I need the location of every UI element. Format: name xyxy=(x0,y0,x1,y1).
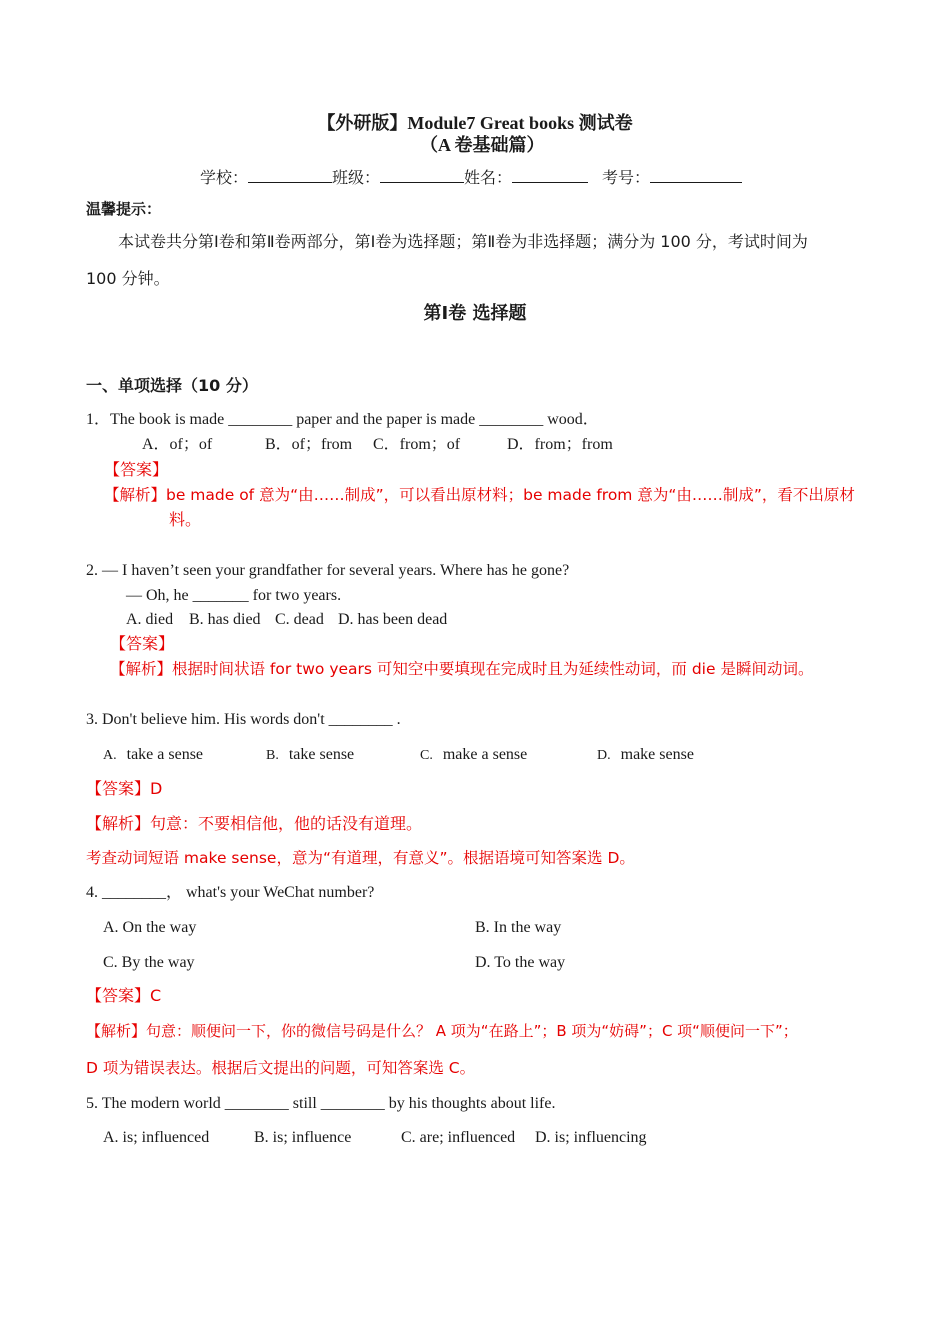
q4-analysis-2: D 项为错误表达。根据后文提出的问题，可知答案选 C。 xyxy=(86,1059,476,1077)
name-blank xyxy=(512,166,588,183)
page-title: 【外研版】Module7 Great books 测试卷 xyxy=(317,113,633,133)
exam-number-label: 考号： xyxy=(602,168,651,187)
q4-option-c: C. By the way xyxy=(103,954,195,971)
q2-answer: 【答案】 xyxy=(110,634,175,653)
q1-answer: 【答案】 xyxy=(104,460,169,479)
q1-option-a: A．of；of xyxy=(142,436,213,453)
q2-analysis: 【解析】根据时间状语 for two years 可知空中要填现在完成时且为延续性动词，而 die 是瞬间动词。 xyxy=(110,660,814,678)
q4-stem: 4. ________， what's your WeChat number? xyxy=(86,884,375,901)
q2-option-b: B. has died xyxy=(189,611,261,628)
exam-number-blank xyxy=(650,166,742,183)
q1-analysis-2: 料。 xyxy=(169,510,202,529)
school-label: 学校： xyxy=(200,168,249,187)
section-title: 第Ⅰ卷 选择题 xyxy=(423,303,527,324)
q5-option-b: B. is; influence xyxy=(254,1129,352,1146)
q5-option-d: D. is; influencing xyxy=(535,1129,647,1146)
q4-option-a: A. On the way xyxy=(103,919,197,936)
name-label: 姓名： xyxy=(464,168,513,187)
q4-option-b: B. In the way xyxy=(475,919,562,936)
tip-line-2: 100 分钟。 xyxy=(86,269,170,288)
q4-answer: 【答案】C xyxy=(86,986,162,1005)
info-fields xyxy=(200,166,742,189)
school-blank xyxy=(248,166,332,183)
q2-option-d: D. has been dead xyxy=(338,611,448,628)
q3-option-c: C. make a sense xyxy=(420,746,528,763)
tip-line-1: 本试卷共分第Ⅰ卷和第Ⅱ卷两部分，第Ⅰ卷为选择题；第Ⅱ卷为非选择题；满分为 100 分，考试时间为 xyxy=(118,232,808,251)
q5-option-a: A. is; influenced xyxy=(103,1129,210,1146)
q1-option-d: D．from；from xyxy=(507,436,613,453)
class-label: 班级： xyxy=(332,168,381,187)
part-title: 一、单项选择（10 分） xyxy=(86,376,258,395)
q1-option-b: B．of；from xyxy=(265,436,353,453)
q3-analysis-2: 考查动词短语 make sense，意为“有道理，有意义”。根据语境可知答案选 D。 xyxy=(86,849,635,867)
page-subtitle: （A 卷基础篇） xyxy=(420,135,545,155)
q4-option-d: D. To the way xyxy=(475,954,566,971)
q1-analysis-1: 【解析】be made of 意为“由……制成”，可以看出原材料；be made from 意为“由……制成”，看不出原材 xyxy=(104,486,855,504)
q5-stem: 5. The modern world ________ still ________ by his thoughts about life. xyxy=(86,1095,556,1112)
q5-option-c: C. are; influenced xyxy=(401,1129,516,1146)
q3-analysis-1: 【解析】句意：不要相信他，他的话没有道理。 xyxy=(86,814,423,833)
q2-option-c: C. dead xyxy=(275,611,324,628)
class-blank xyxy=(380,166,464,183)
q2-option-a: A. died xyxy=(126,611,174,628)
q2-stem-2: — Oh, he _______ for two years. xyxy=(126,587,342,604)
q3-option-b: B. take sense xyxy=(266,746,355,763)
q1-option-c: C．from；of xyxy=(373,436,461,453)
q1-stem: 1．The book is made ________ paper and the paper is made ________ wood． xyxy=(86,411,599,428)
q3-option-a: A. take a sense xyxy=(103,746,204,763)
q3-answer: 【答案】D xyxy=(86,779,163,798)
q4-analysis-1: 【解析】句意：顺便问一下，你的微信号码是什么？ A 项为“在路上”；B 项为“妨碍”；C 项“顺便问一下”； xyxy=(86,1022,798,1040)
tip-label: 温馨提示： xyxy=(86,200,162,218)
q3-stem: 3. Don't believe him. His words don't ________ . xyxy=(86,711,401,728)
q3-option-d: D. make sense xyxy=(597,746,694,763)
q2-stem: 2. — I haven’t seen your grandfather for several years. Where has he gone? xyxy=(86,562,570,579)
